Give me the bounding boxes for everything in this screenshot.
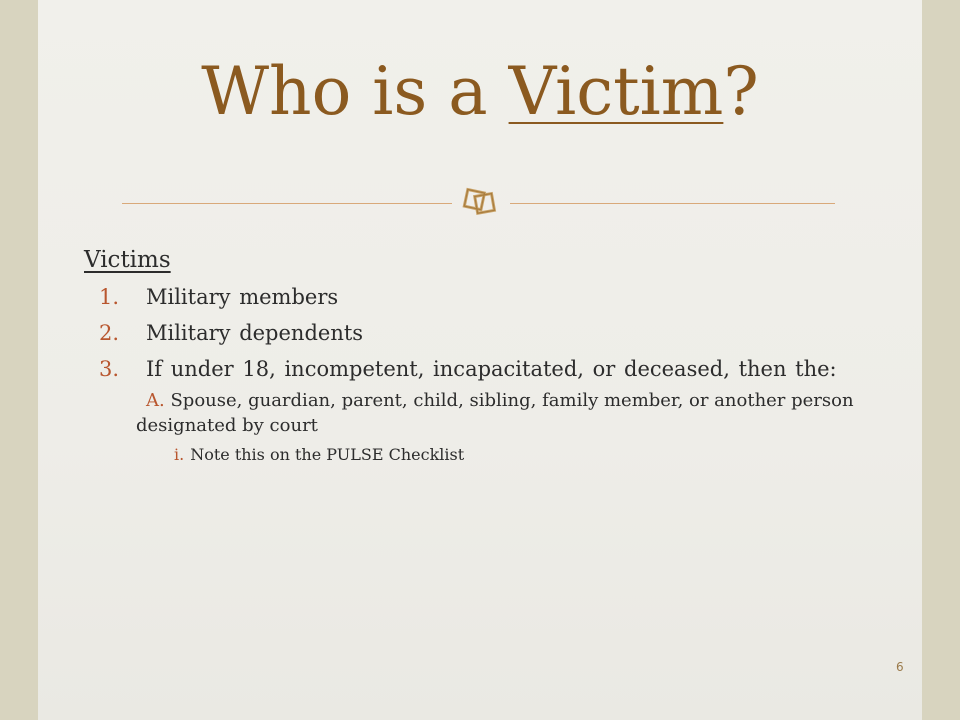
list-number: 3. (99, 357, 120, 381)
list-item-text: Military dependents (146, 321, 364, 345)
subsub-list-text: Note this on the PULSE Checklist (190, 445, 465, 464)
slide-title (0, 52, 960, 132)
slide-content (84, 244, 884, 466)
subsub-list-item (84, 444, 884, 466)
page-number: 6 (896, 660, 904, 674)
list-item-text: Military members (146, 285, 339, 309)
title-underlined-word: Victim (508, 53, 724, 130)
sub-list-text: Spouse, guardian, parent, child, sibling, family member, or another person designated by court (136, 390, 854, 436)
interlocking-squares-icon (454, 181, 506, 221)
victims-heading: Victims (84, 247, 171, 273)
list-item-text: If under 18, incompetent, incapacitated, or deceased, then the: (146, 357, 837, 381)
title-prefix: Who is a (201, 53, 509, 130)
sub-list-letter: A. (146, 390, 165, 411)
title-rule-right (510, 203, 835, 204)
subsub-list-numeral: i. (174, 445, 185, 464)
victims-list (84, 284, 884, 382)
sub-list-item (84, 388, 884, 438)
list-number: 2. (99, 321, 120, 345)
list-item (84, 320, 884, 346)
title-rule-left (122, 203, 452, 204)
title-suffix: ? (723, 53, 759, 130)
list-item (84, 356, 884, 382)
list-number: 1. (99, 285, 120, 309)
list-item (84, 284, 884, 310)
